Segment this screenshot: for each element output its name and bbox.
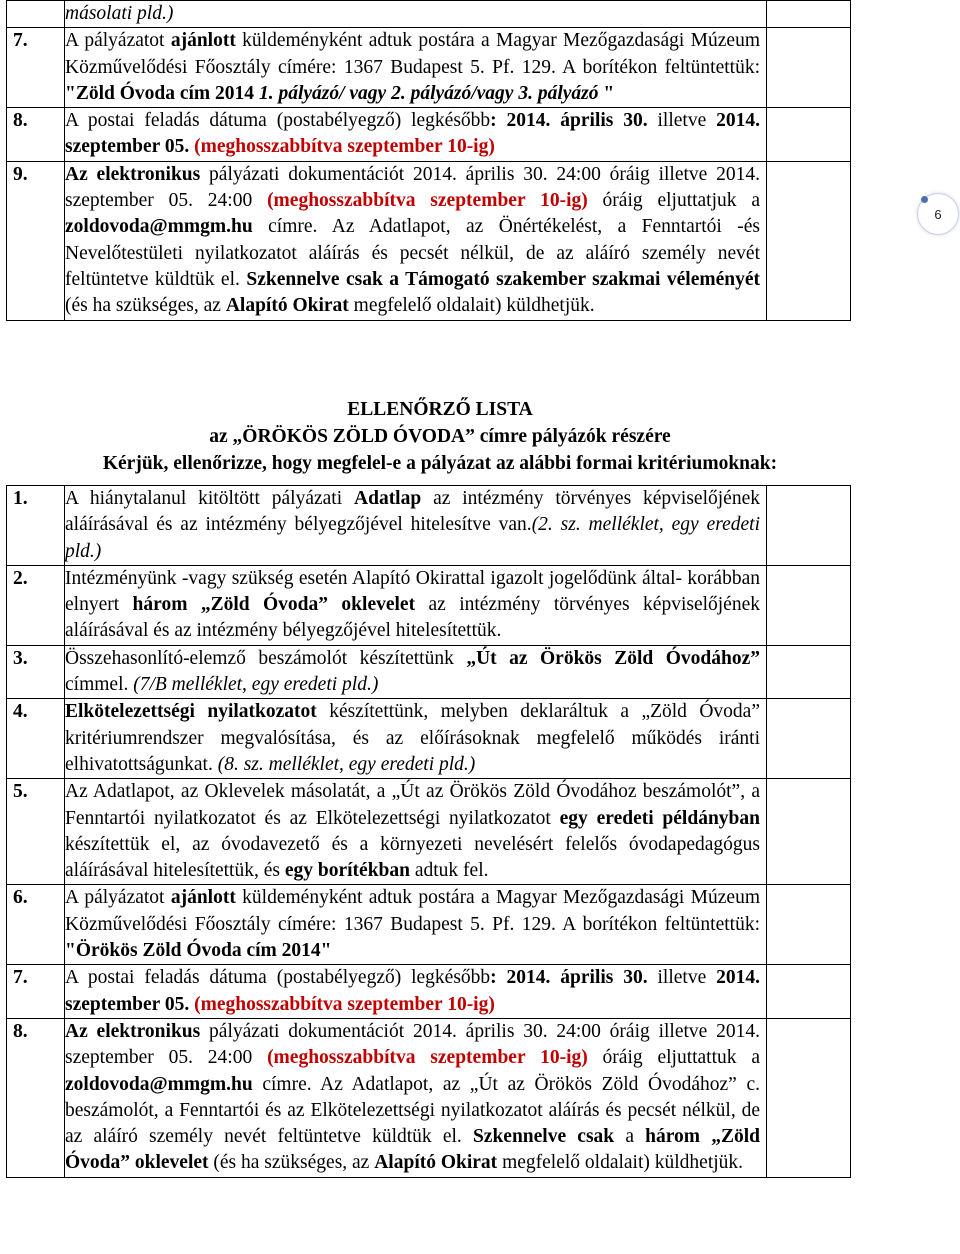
page-number: 6 bbox=[934, 206, 942, 222]
item-text-segment: illetve bbox=[647, 110, 717, 132]
item-number: 4. bbox=[7, 699, 65, 779]
item-text-segment: 2014. szeptember 05. bbox=[65, 967, 760, 1015]
item-text-segment: három „Zöld Óvoda” oklevelet bbox=[132, 594, 416, 616]
item-text-segment: a bbox=[614, 1126, 646, 1148]
item-text-segment: óráig eljuttattuk a bbox=[587, 1047, 760, 1069]
item-text-segment: készítettük el, az óvodavezető és a környezeti nevelésért felelős óvodapedagógus aláírásával hitelesítettük, és bbox=[65, 833, 760, 882]
table-row bbox=[7, 699, 851, 779]
item-text-segment: illetve bbox=[647, 967, 717, 989]
item-text bbox=[65, 965, 767, 1019]
item-text-segment: óráig eljuttatjuk a bbox=[587, 190, 760, 212]
item-text-segment: címre. Az Adatlapot, az „Út az Örökös Zöld Óvodához” c. beszámolót, a Fenntartói és az Elkötelezettségi nyilatkozatot aláírás és pecsét nélkül, de az aláíró személy nevét feltüntetve küldtük el. bbox=[65, 1073, 760, 1148]
item-number: 3. bbox=[7, 645, 65, 699]
item-text-segment: A pályázatot bbox=[65, 30, 171, 52]
item-text-segment: egy eredeti példányban bbox=[559, 807, 760, 829]
item-number: 2. bbox=[7, 565, 65, 645]
item-text-segment: pályázati dokumentációt 2014. április 30. 24:00 óráig illetve 2014. szeptember 05. 24:00 bbox=[65, 163, 760, 212]
table-row bbox=[7, 486, 851, 566]
item-text-segment: "Örökös Zöld Óvoda cím 2014" bbox=[65, 940, 332, 962]
item-text-segment: zoldovoda@mmgm.hu bbox=[65, 216, 253, 238]
item-text-segment: az intézmény törvényes képviselőjének aláírásával és az intézmény bélyegzőjével hitelesítettük. bbox=[65, 594, 760, 642]
item-text bbox=[65, 108, 767, 162]
table-row bbox=[7, 779, 851, 885]
item-text-segment: zoldovoda@mmgm.hu bbox=[65, 1073, 253, 1095]
checkbox-cell[interactable] bbox=[767, 28, 851, 108]
item-text-segment: (meghosszabbítva szeptember 10-ig) bbox=[267, 1047, 588, 1069]
item-text-segment: Adatlap bbox=[354, 488, 422, 509]
item-number: 5. bbox=[7, 779, 65, 885]
checkbox-cell[interactable] bbox=[767, 645, 851, 699]
item-text-segment: készítettünk, melyben deklaráltuk a „Zöld Óvoda” kritériumrendszer megvalósítása, és az előírásoknak megfelelő működés iránti elhivatottságunkat. bbox=[65, 701, 760, 775]
top-checklist-table bbox=[6, 0, 851, 321]
item-text-segment: (8. sz. melléklet, egy eredeti pld.) bbox=[217, 753, 476, 775]
item-text bbox=[65, 565, 767, 645]
item-text-segment: adtuk fel. bbox=[409, 860, 489, 882]
item-text bbox=[65, 645, 767, 699]
checkbox-cell[interactable] bbox=[767, 699, 851, 779]
item-text bbox=[65, 885, 767, 965]
item-text-segment: Alapító Okirat bbox=[225, 295, 349, 317]
checkbox-cell[interactable] bbox=[767, 779, 851, 885]
table-row bbox=[7, 565, 851, 645]
item-number: 8. bbox=[7, 1018, 65, 1177]
item-text-segment: (meghosszabbítva szeptember 10-ig) bbox=[194, 136, 495, 158]
table-row bbox=[7, 1018, 851, 1177]
item-text-segment: címre. Az Adatlapot, az Önértékelést, a Fenntartói -és Nevelőtestületi nyilatkozatot aláírás és pecsét nélkül, de az aláíró személy nevét feltüntetve küldtük el. bbox=[65, 216, 760, 290]
item-number: 1. bbox=[7, 486, 65, 566]
item-text-segment: A pályázatot bbox=[65, 887, 171, 909]
item-text-segment: (7/B melléklet, egy eredeti pld.) bbox=[133, 674, 379, 696]
item-text-segment: : 2014. április 30. bbox=[490, 967, 648, 989]
item-text-segment: : 2014. április 30. bbox=[490, 110, 648, 132]
checkbox-cell[interactable] bbox=[767, 108, 851, 162]
item-text-segment: küldeményként adtuk postára a Magyar Mezőgazdasági Múzeum Közművelődési Főosztály címére: 1367 Budapest 5. Pf. 129. A borítékon feltüntettük: bbox=[65, 887, 760, 935]
item-text-segment: „Út az Örökös Zöld Óvodához” bbox=[466, 647, 760, 669]
table-row bbox=[7, 28, 851, 108]
table-row bbox=[7, 1, 851, 28]
checklist-title: ELLENŐRZŐ LISTA bbox=[347, 399, 533, 420]
item-text-segment: Elkötelezettségi nyilatkozatot bbox=[65, 701, 317, 723]
checkbox-cell[interactable] bbox=[767, 486, 851, 566]
checkbox-cell bbox=[767, 1, 851, 28]
item-text-segment: (meghosszabbítva szeptember 10-ig) bbox=[194, 993, 495, 1015]
item-text-segment: (és ha szükséges, az bbox=[208, 1152, 375, 1174]
item-text-segment: egy borítékban bbox=[284, 860, 410, 882]
table-row bbox=[7, 885, 851, 965]
item-number: 7. bbox=[7, 965, 65, 1019]
checklist-instructions: Kérjük, ellenőrizze, hogy megfelel-e a pályázat az alábbi formai kritériumoknak: bbox=[102, 453, 778, 474]
item-text-segment: három „Zöld Óvoda” oklevelet bbox=[65, 1126, 760, 1174]
page-number-badge bbox=[917, 193, 959, 235]
item-text-segment: Az elektronikus bbox=[65, 163, 201, 185]
item-text-segment: A hiánytalanul kitöltött pályázati bbox=[65, 488, 355, 509]
row-number-cell bbox=[7, 1, 65, 28]
item-number: 7. bbox=[7, 28, 65, 108]
item-text-segment: Az Adatlapot, az Oklevelek másolatát, a „Út az Örökös Zöld Óvodához beszámolót”, a Fenntartói nyilatkozatot és az Elkötelezettségi nyilatkozatot bbox=[65, 781, 760, 829]
checkbox-cell[interactable] bbox=[767, 885, 851, 965]
item-text-segment: ajánlott bbox=[170, 30, 236, 52]
item-text-segment: 2014. szeptember 05. bbox=[65, 110, 760, 158]
table-row bbox=[7, 965, 851, 1019]
checkbox-cell[interactable] bbox=[767, 965, 851, 1019]
item-text bbox=[65, 161, 767, 320]
item-text-segment: címmel. bbox=[65, 674, 134, 696]
item-text-segment: az intézmény törvényes képviselőjének aláírásával és az intézmény bélyegzőjével hitelesítve van. bbox=[65, 488, 760, 536]
item-text-segment: "Zöld Óvoda cím 2014 bbox=[65, 82, 259, 104]
item-text-segment: A postai feladás dátuma (postabélyegző) legkésőbb bbox=[65, 110, 491, 132]
bottom-checklist-body bbox=[7, 486, 851, 1178]
bottom-checklist-table bbox=[6, 485, 851, 1178]
continued-text: másolati pld.) bbox=[65, 1, 767, 28]
top-checklist-body bbox=[7, 1, 851, 321]
item-text-segment: megfelelő oldalait) küldhetjük. bbox=[497, 1152, 744, 1174]
table-row bbox=[7, 645, 851, 699]
item-text-segment: (és ha szükséges, az bbox=[65, 295, 226, 317]
item-number: 8. bbox=[7, 108, 65, 162]
item-number: 9. bbox=[7, 161, 65, 320]
item-text-segment: Összehasonlító-elemző beszámolót készítettünk bbox=[65, 647, 467, 669]
table-row bbox=[7, 161, 851, 320]
item-text bbox=[65, 486, 767, 566]
item-text-segment: küldeményként adtuk postára a Magyar Mezőgazdasági Múzeum Közművelődési Főosztály címére: 1367 Budapest 5. Pf. 129. A borítékon feltüntettük: bbox=[65, 30, 760, 78]
item-text-segment: megfelelő oldalait) küldhetjük. bbox=[348, 295, 595, 317]
checklist-subtitle: az „ÖRÖKÖS ZÖLD ÓVODA” címre pályázók részére bbox=[209, 426, 671, 447]
item-text-segment: Intézményünk -vagy szükség esetén Alapító Okirattal igazolt jogelődünk által- korábban elnyert bbox=[65, 567, 760, 616]
item-text-segment: Szkennelve csak bbox=[472, 1126, 615, 1148]
item-text bbox=[65, 699, 767, 779]
item-text-segment: 1. pályázó/ vagy 2. pályázó/vagy 3. pályázó bbox=[258, 82, 599, 104]
item-text bbox=[65, 28, 767, 108]
item-text bbox=[65, 1018, 767, 1177]
item-number: 6. bbox=[7, 885, 65, 965]
item-text bbox=[65, 779, 767, 885]
item-text-segment: Szkennelve csak a Támogató szakember szakmai véleményét bbox=[246, 268, 760, 290]
item-text-segment: " bbox=[598, 82, 615, 104]
item-text-segment: pályázati dokumentációt 2014. április 30. 24:00 óráig illetve 2014. szeptember 05. 24:00 bbox=[65, 1020, 760, 1069]
item-text-segment: (2. sz. melléklet, egy eredeti pld.) bbox=[65, 514, 760, 562]
checkbox-cell[interactable] bbox=[767, 565, 851, 645]
item-text-segment: ajánlott bbox=[170, 887, 236, 909]
item-text-segment: Az elektronikus bbox=[65, 1020, 201, 1042]
table-row bbox=[7, 108, 851, 162]
item-text-segment: (meghosszabbítva szeptember 10-ig) bbox=[267, 190, 588, 212]
badge-dot-icon bbox=[921, 196, 928, 203]
checkbox-cell[interactable] bbox=[767, 1018, 851, 1177]
item-text-segment: Alapító Okirat bbox=[374, 1152, 498, 1174]
checkbox-cell[interactable] bbox=[767, 161, 851, 320]
item-text-segment: A postai feladás dátuma (postabélyegző) legkésőbb bbox=[65, 967, 491, 989]
